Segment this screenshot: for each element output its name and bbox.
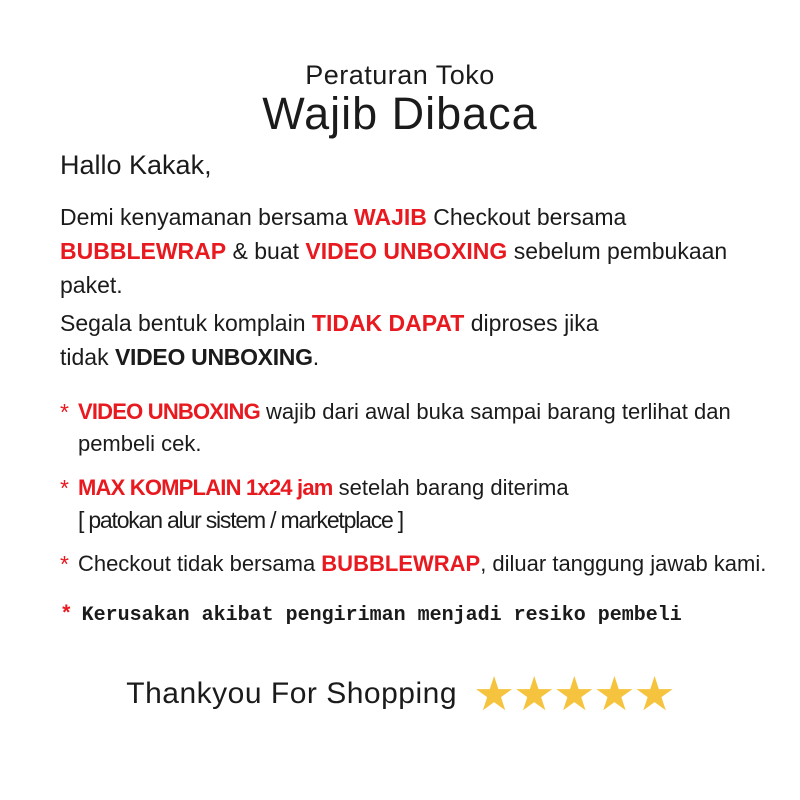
text-segment: Checkout tidak bersama [77,551,322,576]
text-segment: Demi kenyamanan bersama [60,204,355,230]
notice-body [0,150,800,632]
text-segment: [ patokan alur sistem / marketplace ] [77,507,403,533]
text-segment: Checkout bersama [426,204,627,230]
text-segment: sebelum pembukaan [507,238,728,264]
highlight-max-komplain: MAX KOMPLAIN 1x24 jam [77,475,333,500]
rules-list [60,396,770,632]
rule-item-max-komplain [60,472,770,536]
text-segment: , diluar tanggung jawab kami. [480,551,767,576]
highlight-bubblewrap: BUBBLEWRAP [321,551,481,576]
text-segment: Kerusakan akibat pengiriman menjadi resiko pembeli [81,604,682,627]
warning-line-2 [60,340,770,374]
rule-line [78,548,766,580]
bullet-marker: * [60,604,73,627]
intro-paragraph [60,200,770,302]
footer [0,667,800,720]
greeting-text: Hallo Kakak, [60,150,212,180]
rule-line [78,396,731,428]
rule-line-note [78,504,569,536]
warning-line-1 [60,306,770,340]
text-segment: . [312,344,320,370]
rule-line [78,428,731,460]
thankyou-text: Thankyou For Shopping [126,676,457,710]
bullet-marker: * [60,399,69,425]
page-subtitle: Peraturan Toko [305,60,495,90]
highlight-video-unboxing: VIDEO UNBOXING [305,238,508,264]
rule-item-body [82,600,682,632]
rule-line [82,600,682,632]
rule-item-body [78,548,766,580]
page-title: Wajib Dibaca [262,88,538,139]
text-segment: tidak [60,344,115,370]
emphasis-video-unboxing: VIDEO UNBOXING [114,344,313,370]
intro-line-1 [60,200,770,234]
bullet-marker: * [60,475,69,501]
intro-line-2 [60,234,770,268]
rule-item-checkout [60,548,770,580]
rule-item-body [78,396,731,460]
rule-item-kerusakan [60,600,770,632]
text-segment: pembeli cek. [77,431,202,456]
highlight-wajib: WAJIB [354,204,427,230]
five-star-rating-icon: ★★★★★ [473,667,674,720]
highlight-video-unboxing: VIDEO UNBOXING [77,399,260,424]
text-segment: & buat [226,238,306,264]
text-segment: wajib dari awal buka sampai barang terlihat dan [259,399,731,424]
rule-item-body [78,472,569,536]
rule-line [78,472,569,504]
highlight-tidak-dapat: TIDAK DAPAT [311,310,465,336]
rule-item-video-unboxing [60,396,770,460]
bullet-marker: * [60,551,69,577]
intro-line-3 [60,268,770,302]
text-segment: Segala bentuk komplain [60,310,312,336]
text-segment: diproses jika [464,310,599,336]
highlight-bubblewrap: BUBBLEWRAP [60,238,227,264]
text-segment: setelah barang diterima [332,475,569,500]
header [0,60,800,138]
warning-paragraph [60,306,770,374]
text-segment: paket. [60,272,123,298]
